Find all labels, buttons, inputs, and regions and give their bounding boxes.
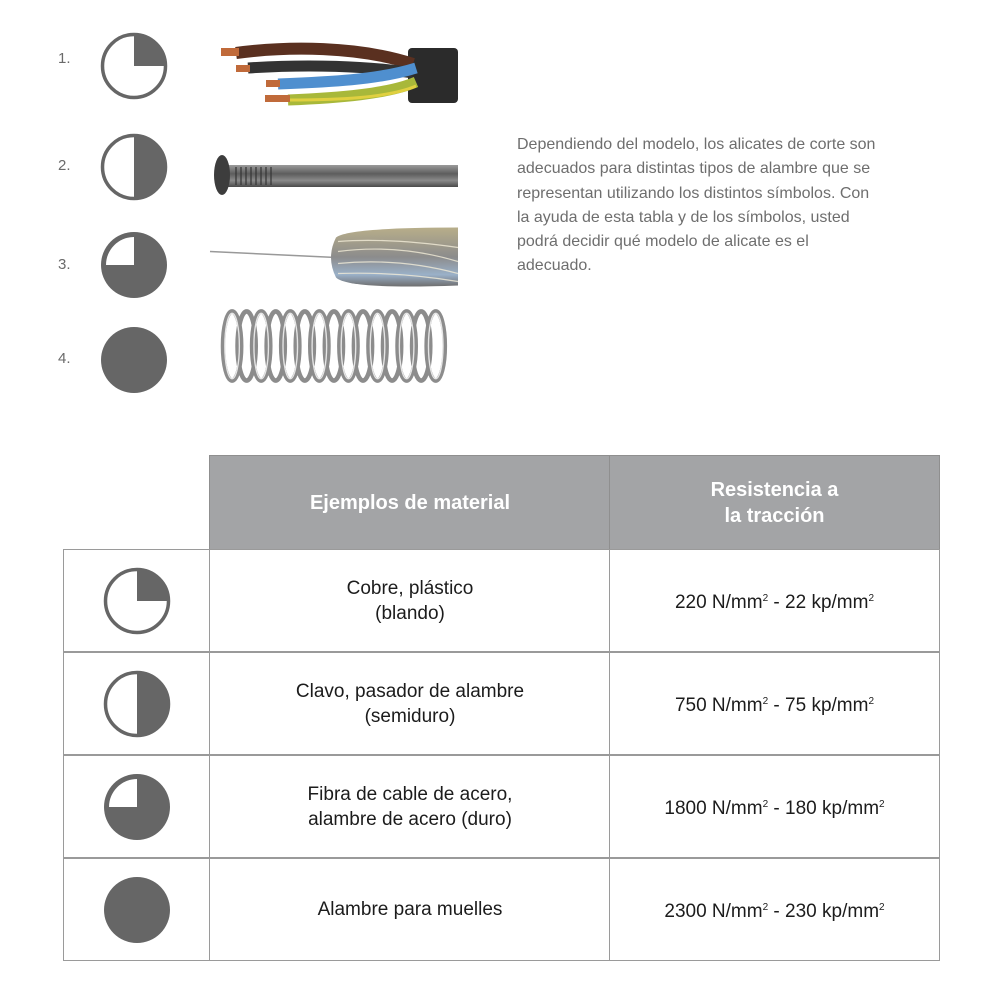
- copper-cable-image: [208, 28, 458, 108]
- legend-item-spring: [0, 320, 480, 400]
- legend-item-semi-hard: [0, 127, 480, 207]
- table-row: [63, 755, 940, 858]
- nail-image: [208, 137, 458, 217]
- table-row: [63, 858, 940, 961]
- three-quarter-filled-circle-icon: [100, 231, 168, 299]
- legend-number: 2.: [58, 157, 71, 174]
- full-filled-circle-icon: [100, 326, 168, 394]
- material-line2: (blando): [375, 602, 445, 624]
- resistance-cell: [609, 755, 940, 858]
- symbol-cell: [63, 652, 211, 755]
- half-filled-circle-icon: [103, 670, 171, 738]
- resistance-value: 1800 $N/mm^2 - 180$ $kp/mm^2$: [664, 798, 885, 819]
- header-material: [209, 455, 611, 551]
- quarter-filled-circle-icon: [103, 567, 171, 635]
- resistance-cell: [609, 858, 940, 961]
- resistance-value: 750 $N/mm^2 - 75$ $kp/mm^2$: [674, 695, 875, 716]
- material-cell: [209, 858, 611, 961]
- material-line1: Clavo, pasador de alambre: [295, 680, 525, 702]
- three-quarter-filled-circle-icon: [103, 773, 171, 841]
- resistance-value: 220 $N/mm^2 - 22$ $kp/mm^2$: [674, 592, 875, 613]
- resistance-cell: [609, 549, 940, 652]
- legend-number: 4.: [58, 350, 71, 367]
- material-line1: Fibra de cable de acero,: [307, 783, 513, 805]
- material-line2: alambre de acero (duro): [308, 808, 512, 830]
- material-cell: [209, 652, 611, 755]
- symbol-cell: [63, 755, 211, 858]
- resistance-value: 2300 $N/mm^2 - 230$ $kp/mm^2$: [664, 901, 885, 922]
- legend-number: 1.: [58, 50, 71, 67]
- symbol-cell: [63, 858, 211, 961]
- material-line2: (semiduro): [364, 705, 456, 727]
- tensile-strength-table: [63, 455, 940, 960]
- symbol-cell: [63, 549, 211, 652]
- header-resistance: [609, 455, 940, 551]
- material-cell: [209, 549, 611, 652]
- spring-image: [208, 306, 458, 386]
- legend-number: 3.: [58, 256, 71, 273]
- half-filled-circle-icon: [100, 133, 168, 201]
- quarter-filled-circle-icon: [100, 32, 168, 100]
- steel-wire-rope-image: [208, 220, 458, 300]
- header-resistance-line2: la tracción: [724, 505, 825, 527]
- resistance-cell: [609, 652, 940, 755]
- material-cell: [209, 755, 611, 858]
- header-material-label: Ejemplos de material: [309, 492, 511, 514]
- table-row: [63, 549, 940, 652]
- legend-item-soft: [0, 28, 480, 108]
- table-row: [63, 652, 940, 755]
- full-filled-circle-icon: [103, 876, 171, 944]
- description-paragraph: Dependiendo del modelo, los alicates de corte son adecuados para distintas tipos de alambre que se representan utilizando los distintos símbolos. Con la ayuda de esta tabla y de los símbolos, usted podrá decidir qué modelo de alicate es el adecuado.: [517, 136, 876, 275]
- legend-item-hard: [0, 225, 480, 305]
- hardness-legend: [0, 0, 480, 420]
- material-line1: Cobre, plástico: [346, 577, 474, 599]
- material-line1: Alambre para muelles: [317, 899, 503, 920]
- header-resistance-line1: Resistencia a: [710, 479, 839, 501]
